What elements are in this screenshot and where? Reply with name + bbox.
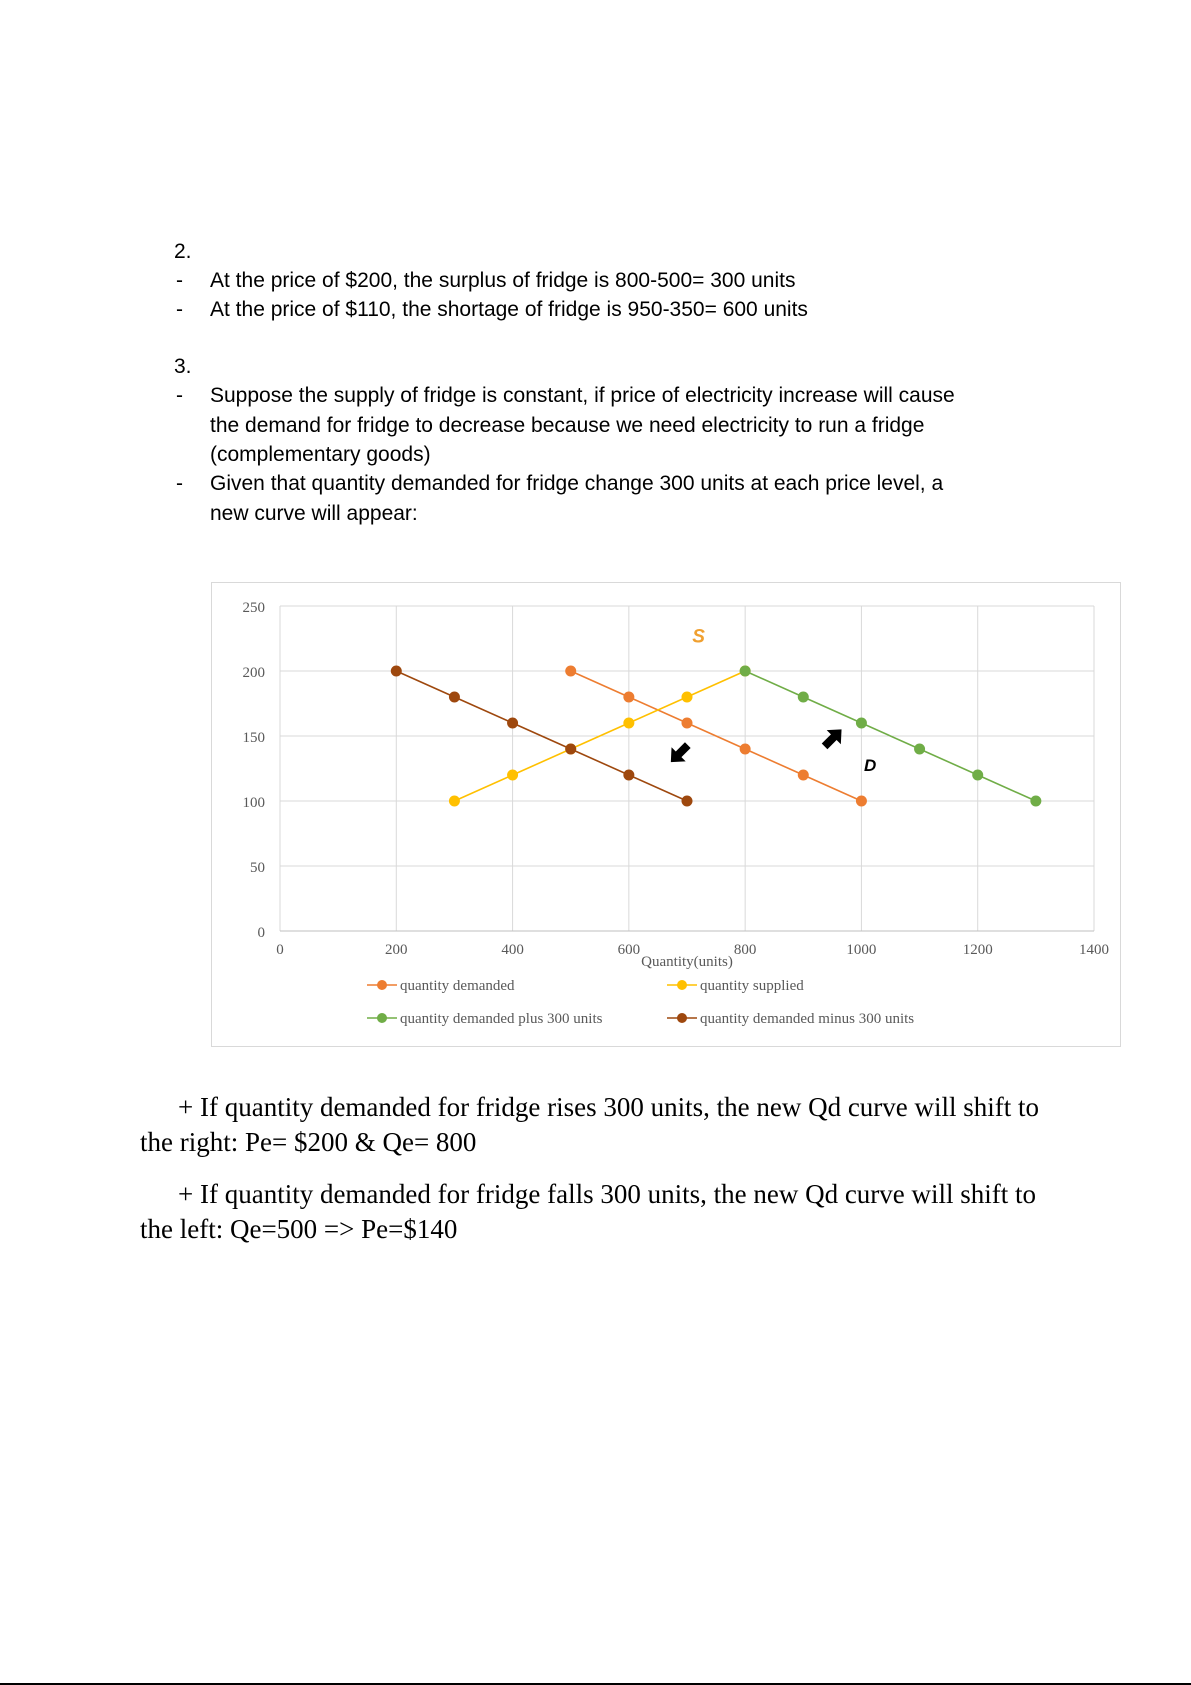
- data-point: [682, 692, 693, 703]
- data-point: [565, 666, 576, 677]
- data-point: [449, 796, 460, 807]
- bullet-dash: -: [176, 269, 183, 292]
- legend-label: quantity demanded: [400, 978, 515, 994]
- legend-label: quantity demanded plus 300 units: [400, 1011, 603, 1027]
- section-3-bullet-1: [210, 381, 1070, 470]
- paragraph-1-line-2: the right: Pe= $200 & Qe= 800: [140, 1127, 477, 1157]
- bullet-dash: -: [176, 298, 183, 321]
- legend-label: quantity supplied: [700, 978, 804, 994]
- section-3-bullet-2-line-1: Given that quantity demanded for fridge change 300 units at each price level, a: [210, 472, 944, 495]
- section-2-number: 2.: [174, 240, 192, 263]
- data-point: [682, 718, 693, 729]
- x-axis-title: Quantity(units): [641, 954, 733, 970]
- data-point: [623, 718, 634, 729]
- x-tick-label: 1200: [962, 942, 993, 958]
- legend-marker: [677, 980, 687, 990]
- paragraph-1-line-1: + If quantity demanded for fridge rises 300 units, the new Qd curve will shift to: [178, 1092, 1040, 1122]
- section-3-bullet-1-line-2: the demand for fridge to decrease because we need electricity to run a fridge: [210, 413, 925, 437]
- shift-right-arrow: [818, 722, 849, 753]
- data-point: [565, 744, 576, 755]
- data-point: [507, 718, 518, 729]
- y-tick-label: 250: [242, 600, 265, 616]
- data-point: [972, 770, 983, 781]
- arrow-icon: [818, 722, 849, 753]
- supply-demand-chart: [211, 582, 1121, 1047]
- section-3-number: 3.: [174, 355, 192, 378]
- data-point: [507, 770, 518, 781]
- x-tick-label: 800: [733, 942, 757, 958]
- paragraph-2-line-2: the left: Qe=500 => Pe=$140: [140, 1214, 458, 1244]
- legend-marker: [377, 980, 387, 990]
- section-2-bullet-1: At the price of $200, the surplus of fridge is 800-500= 300 units: [210, 269, 796, 292]
- data-point: [682, 796, 693, 807]
- data-point: [914, 744, 925, 755]
- y-tick-label: 100: [242, 795, 265, 811]
- data-point: [391, 666, 402, 677]
- x-tick-label: 0: [276, 942, 284, 958]
- section-2-bullet-2: At the price of $110, the shortage of fridge is 950-350= 600 units: [210, 298, 808, 321]
- data-point: [798, 692, 809, 703]
- section-3-bullet-1-line-1: Suppose the supply of fridge is constant, if price of electricity increase will cause: [210, 384, 955, 407]
- y-tick-label: 0: [257, 925, 265, 941]
- y-tick-label: 150: [242, 730, 265, 746]
- data-point: [856, 718, 867, 729]
- data-point: [623, 770, 634, 781]
- bullet-dash: -: [176, 384, 183, 407]
- data-point: [1030, 796, 1041, 807]
- data-point: [740, 744, 751, 755]
- section-3-bullet-2: [210, 469, 1070, 528]
- demand-annotation: D: [864, 756, 877, 776]
- data-point: [798, 770, 809, 781]
- arrow-icon: [664, 738, 695, 769]
- y-tick-label: 50: [250, 860, 265, 876]
- bullet-dash: -: [176, 472, 183, 495]
- data-point: [449, 692, 460, 703]
- x-tick-label: 1400: [1079, 942, 1109, 958]
- paragraph-2-line-1: + If quantity demanded for fridge falls 300 units, the new Qd curve will shift to: [178, 1179, 1037, 1209]
- data-point: [856, 796, 867, 807]
- x-tick-label: 600: [617, 942, 641, 958]
- x-tick-label: 1000: [846, 942, 877, 958]
- x-tick-label: 400: [501, 942, 524, 958]
- data-point: [740, 666, 751, 677]
- chart-svg: [212, 583, 1122, 1048]
- section-3-bullet-2-line-2: new curve will appear:: [210, 501, 418, 525]
- shift-left-arrow: [664, 738, 695, 769]
- supply-annotation: S: [692, 626, 705, 648]
- legend-marker: [377, 1013, 387, 1023]
- x-tick-label: 200: [385, 942, 408, 958]
- legend-label: quantity demanded minus 300 units: [700, 1011, 915, 1027]
- section-3-bullet-1-line-3: (complementary goods): [210, 443, 431, 466]
- legend-marker: [677, 1013, 687, 1023]
- data-point: [623, 692, 634, 703]
- y-tick-label: 200: [242, 665, 265, 681]
